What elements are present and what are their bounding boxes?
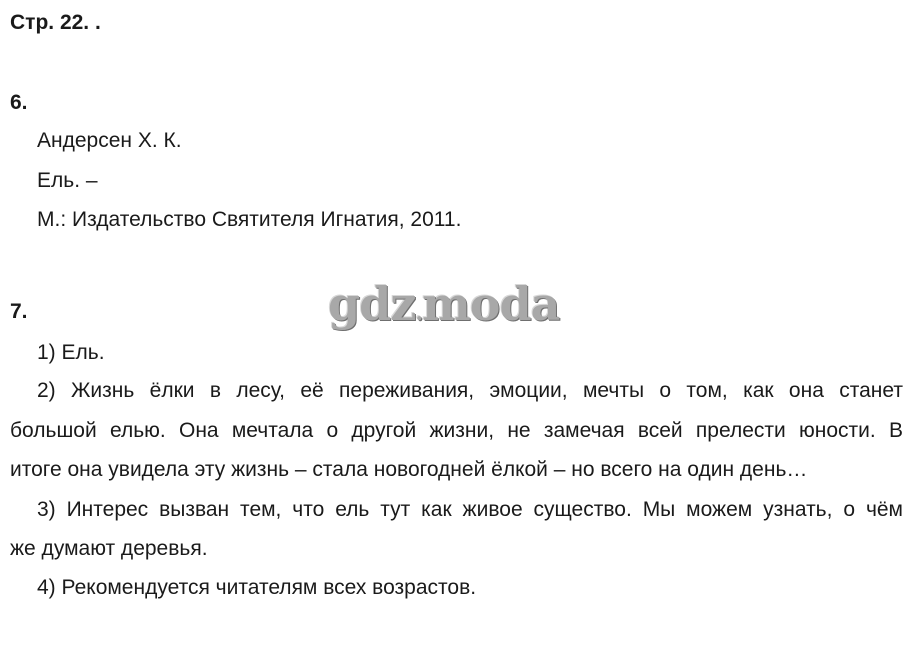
gdz-moda-watermark xyxy=(328,276,559,341)
task-7-answer-3-line-2: же думают деревья. xyxy=(10,537,208,560)
watermark-left: gdz xyxy=(328,277,416,331)
task-6-author: Андерсен Х. К. xyxy=(37,129,182,152)
task-7-number: 7. xyxy=(10,300,28,323)
task-7-answer-2-line-1-text: 2) Жизнь ёлки в лесу, её переживания, эмоции, мечты о том, как она станет xyxy=(37,379,903,402)
task-7-answer-2-line-2: большой елью. Она мечтала о другой жизни, не замечая всей прелести юности. В xyxy=(10,419,903,442)
task-7-answer-1: 1) Ель. xyxy=(37,341,105,364)
watermark-right: moda xyxy=(422,277,560,331)
task-6-publisher: М.: Издательство Святителя Игнатия, 2011. xyxy=(37,208,462,231)
task-7-answer-2-line-1 xyxy=(10,378,903,404)
task-6-title: Ель. – xyxy=(37,169,98,192)
page-heading: Стр. 22. . xyxy=(10,11,101,34)
task-7-answer-4: 4) Рекомендуется читателям всех возрастов. xyxy=(37,576,477,599)
task-7-answer-3-line-1-text: 3) Интерес вызван тем, что ель тут как живое существо. Мы можем узнать, о чём xyxy=(37,498,903,521)
task-7-answer-3-line-1 xyxy=(10,497,903,523)
watermark-dot: . xyxy=(415,300,423,326)
task-7-answer-2-line-3: итоге она увидела эту жизнь – стала новогодней ёлкой – но всего на один день… xyxy=(10,458,808,481)
task-6-number: 6. xyxy=(10,91,28,114)
